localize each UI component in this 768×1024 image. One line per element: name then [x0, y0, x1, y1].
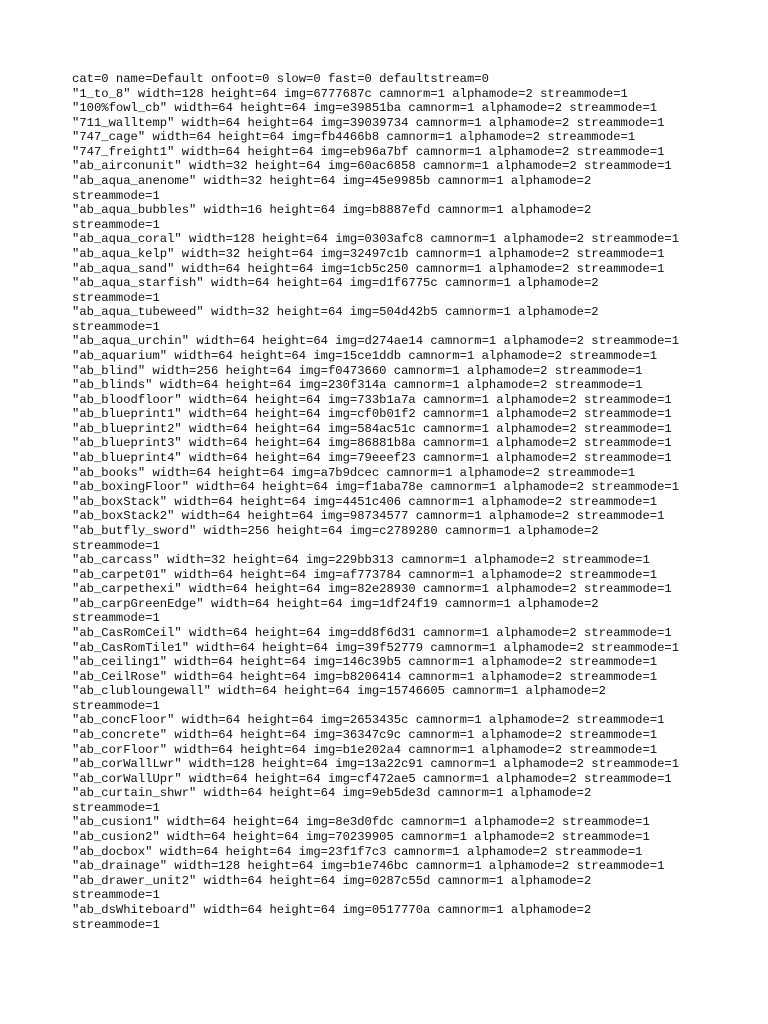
text-line: "ab_carcass" width=32 height=64 img=229bb313 camnorm=1 alphamode=2 streammode=1	[72, 553, 650, 568]
text-line: "ab_blind" width=256 height=64 img=f0473660 camnorm=1 alphamode=2 streammode=1	[72, 363, 643, 378]
text-line: "ab_CasRomCeil" width=64 height=64 img=dd8f6d31 camnorm=1 alphamode=2 streammode=1	[72, 625, 672, 640]
text-line: "ab_aqua_tubeweed" width=32 height=64 img=504d42b5 camnorm=1 alphamode=2	[72, 305, 599, 320]
text-line: "1_to_8" width=128 height=64 img=6777687c camnorm=1 alphamode=2 streammode=1	[72, 86, 628, 101]
text-line: "ab_carpGreenEdge" width=64 height=64 img=1df24f19 camnorm=1 alphamode=2	[72, 596, 599, 611]
text-line: "ab_butfly_sword" width=256 height=64 img=c2789280 camnorm=1 alphamode=2	[72, 523, 599, 538]
text-line: "ab_bloodfloor" width=64 height=64 img=733b1a7a camnorm=1 alphamode=2 streammode=1	[72, 392, 672, 407]
text-line: "747_freight1" width=64 height=64 img=eb96a7bf camnorm=1 alphamode=2 streammode=1	[72, 144, 665, 159]
text-line: "711_walltemp" width=64 height=64 img=39039734 camnorm=1 alphamode=2 streammode=1	[72, 115, 665, 130]
text-line: "ab_concrete" width=64 height=64 img=36347c9c camnorm=1 alphamode=2 streammode=1	[72, 728, 658, 743]
document-page	[72, 72, 702, 932]
text-line: "ab_corFloor" width=64 height=64 img=b1e202a4 camnorm=1 alphamode=2 streammode=1	[72, 742, 658, 757]
text-line: "ab_boxStack2" width=64 height=64 img=98734577 camnorm=1 alphamode=2 streammode=1	[72, 509, 665, 524]
text-line: "ab_aqua_anenome" width=32 height=64 img=45e9985b camnorm=1 alphamode=2	[72, 174, 592, 189]
text-line: "ab_blinds" width=64 height=64 img=230f314a camnorm=1 alphamode=2 streammode=1	[72, 378, 643, 393]
text-line: "ab_cusion1" width=64 height=64 img=8e3d0fdc camnorm=1 alphamode=2 streammode=1	[72, 815, 650, 830]
text-line: streammode=1	[72, 888, 160, 903]
text-line: streammode=1	[72, 800, 160, 815]
text-line: streammode=1	[72, 698, 160, 713]
text-line: streammode=1	[72, 217, 160, 232]
text-line: streammode=1	[72, 611, 160, 626]
text-line: "ab_ceiling1" width=64 height=64 img=146c39b5 camnorm=1 alphamode=2 streammode=1	[72, 655, 658, 670]
text-line: "100%fowl_cb" width=64 height=64 img=e39851ba camnorm=1 alphamode=2 streammode=1	[72, 101, 658, 116]
text-line: "ab_docbox" width=64 height=64 img=23f1f7c3 camnorm=1 alphamode=2 streammode=1	[72, 844, 643, 859]
text-line: "ab_drawer_unit2" width=64 height=64 img=0287c55d camnorm=1 alphamode=2	[72, 873, 592, 888]
text-line: "ab_aquarium" width=64 height=64 img=15ce1ddb camnorm=1 alphamode=2 streammode=1	[72, 348, 658, 363]
text-line: "ab_concFloor" width=64 height=64 img=2653435c camnorm=1 alphamode=2 streammode=1	[72, 713, 665, 728]
text-line: streammode=1	[72, 538, 160, 553]
text-line: "ab_blueprint1" width=64 height=64 img=cf0b01f2 camnorm=1 alphamode=2 streammode=1	[72, 407, 672, 422]
text-line: streammode=1	[72, 319, 160, 334]
text-line: cat=0 name=Default onfoot=0 slow=0 fast=0 defaultstream=0	[72, 72, 489, 86]
text-line: "ab_boxingFloor" width=64 height=64 img=f1aba78e camnorm=1 alphamode=2 streammode=1	[72, 480, 680, 495]
text-line: "ab_drainage" width=128 height=64 img=b1e746bc camnorm=1 alphamode=2 streammode=1	[72, 859, 665, 874]
text-line: "ab_corWallUpr" width=64 height=64 img=cf472ae5 camnorm=1 alphamode=2 streammode=1	[72, 771, 672, 786]
text-line: "ab_aqua_sand" width=64 height=64 img=1cb5c250 camnorm=1 alphamode=2 streammode=1	[72, 261, 665, 276]
text-line: "ab_blueprint2" width=64 height=64 img=584ac51c camnorm=1 alphamode=2 streammode=1	[72, 421, 672, 436]
text-line: "ab_CasRomTile1" width=64 height=64 img=39f52779 camnorm=1 alphamode=2 streammode=1	[72, 640, 680, 655]
text-line: "ab_books" width=64 height=64 img=a7b9dcec camnorm=1 alphamode=2 streammode=1	[72, 465, 636, 480]
text-line: "ab_curtain_shwr" width=64 height=64 img=9eb5de3d camnorm=1 alphamode=2	[72, 786, 592, 801]
text-line: "ab_aqua_bubbles" width=16 height=64 img=b8887efd camnorm=1 alphamode=2	[72, 203, 592, 218]
text-line: "ab_clubloungewall" width=64 height=64 img=15746605 camnorm=1 alphamode=2	[72, 684, 606, 699]
text-line: "ab_aqua_starfish" width=64 height=64 img=d1f6775c camnorm=1 alphamode=2	[72, 276, 599, 291]
text-line: "ab_dsWhiteboard" width=64 height=64 img=0517770a camnorm=1 alphamode=2	[72, 902, 592, 917]
text-line: "ab_blueprint3" width=64 height=64 img=86881b8a camnorm=1 alphamode=2 streammode=1	[72, 436, 672, 451]
text-line: "ab_cusion2" width=64 height=64 img=70239905 camnorm=1 alphamode=2 streammode=1	[72, 830, 650, 845]
text-line: streammode=1	[72, 290, 160, 305]
text-line: "ab_carpethexi" width=64 height=64 img=82e28930 camnorm=1 alphamode=2 streammode=1	[72, 582, 672, 597]
text-line: "ab_aqua_coral" width=128 height=64 img=0303afc8 camnorm=1 alphamode=2 streammode=1	[72, 232, 680, 247]
text-line: "ab_aqua_urchin" width=64 height=64 img=d274ae14 camnorm=1 alphamode=2 streammode=1	[72, 334, 680, 349]
text-line: "ab_carpet01" width=64 height=64 img=af773784 camnorm=1 alphamode=2 streammode=1	[72, 567, 658, 582]
text-line: "ab_blueprint4" width=64 height=64 img=79eeef23 camnorm=1 alphamode=2 streammode=1	[72, 451, 672, 466]
text-line: "ab_boxStack" width=64 height=64 img=4451c406 camnorm=1 alphamode=2 streammode=1	[72, 494, 658, 509]
text-line: "ab_airconunit" width=32 height=64 img=60ac6858 camnorm=1 alphamode=2 streammode=1	[72, 159, 672, 174]
text-line: streammode=1	[72, 917, 160, 932]
text-line: "ab_CeilRose" width=64 height=64 img=b8206414 camnorm=1 alphamode=2 streammode=1	[72, 669, 658, 684]
text-line: streammode=1	[72, 188, 160, 203]
text-line: "ab_aqua_kelp" width=32 height=64 img=32497c1b camnorm=1 alphamode=2 streammode=1	[72, 246, 665, 261]
text-line: "747_cage" width=64 height=64 img=fb4466b8 camnorm=1 alphamode=2 streammode=1	[72, 130, 636, 145]
text-line: "ab_corWallLwr" width=128 height=64 img=13a22c91 camnorm=1 alphamode=2 streammode=1	[72, 757, 680, 772]
